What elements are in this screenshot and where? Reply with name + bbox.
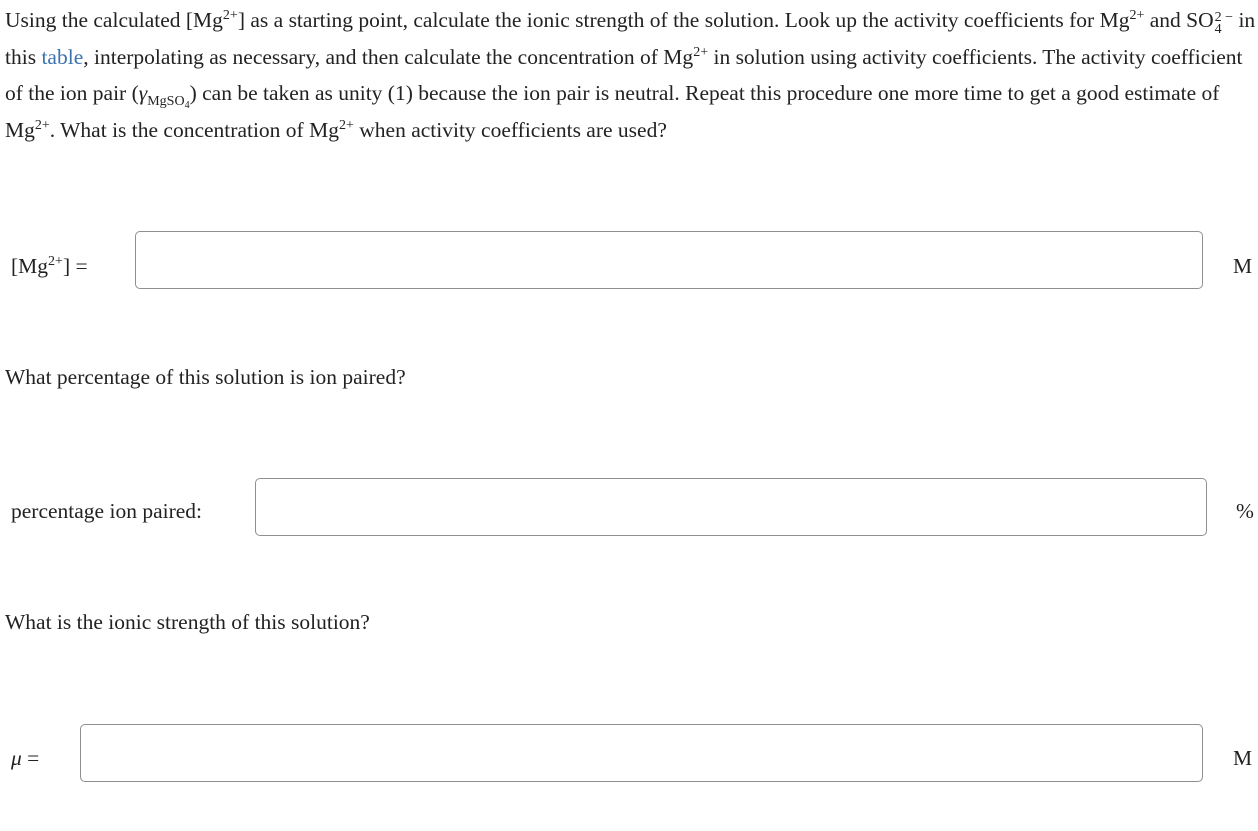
percentage-unit: % [1236, 499, 1254, 523]
mg-concentration-unit: M [1233, 254, 1253, 278]
percentage-question: What percentage of this solution is ion paired? [5, 365, 406, 389]
intro-text-3: and SO [1144, 8, 1214, 32]
mg-label-equals: ] = [62, 254, 88, 278]
sulfate-charge: 2 − [1214, 10, 1234, 25]
sulfate-subscript: 4 [1214, 22, 1222, 37]
intro-text-1: Using the calculated [Mg [5, 8, 223, 32]
intro-text-6: in solution using activity coefficients. The activity coefficient of the ion pair ( [5, 44, 1243, 105]
question-intro [5, 2, 1257, 148]
charge-superscript: 2+ [222, 8, 238, 23]
intro-text-2: ] as a starting point, calculate the ionic strength of the solution. Look up the activity coefficients for [237, 8, 1100, 32]
percentage-input[interactable] [255, 478, 1207, 536]
intro-text-5: , interpolating as necessary, and then calculate the concentration of Mg [83, 44, 694, 69]
ionic-strength-unit: M [1233, 746, 1253, 770]
intro-text-4: in this [5, 8, 1256, 69]
ionic-strength-label [11, 743, 39, 773]
mg-concentration-input[interactable] [135, 231, 1203, 289]
activity-table-link[interactable]: table [41, 44, 84, 69]
gamma-symbol: γ [138, 81, 148, 105]
mg-concentration-label [11, 251, 88, 281]
sulfate-subsup [1215, 12, 1233, 36]
charge-superscript: 2+ [693, 44, 709, 60]
charge-superscript: 2+ [1129, 8, 1145, 23]
mg-concentration-row [0, 231, 1258, 289]
intro-text-9: when activity coefficients are used? [353, 117, 667, 142]
gamma-subscript [147, 94, 189, 109]
mg-symbol: Mg [1099, 8, 1130, 32]
ionic-strength-input[interactable] [80, 724, 1203, 782]
charge-superscript: 2+ [338, 117, 354, 133]
mg-label-text: [Mg [11, 254, 49, 278]
ionic-strength-question: What is the ionic strength of this solution? [5, 610, 370, 634]
percentage-row [0, 478, 1258, 536]
charge-superscript: 2+ [34, 117, 50, 133]
ionic-strength-row [0, 724, 1258, 782]
charge-superscript: 2+ [48, 254, 63, 269]
intro-text-7: ) can be taken as unity (1) because the ion pair is neutral. Repeat this procedure one more time to get a good estimate of Mg [5, 81, 1220, 142]
mu-equals: = [21, 746, 40, 770]
percentage-label: percentage ion paired: [11, 499, 203, 523]
gamma-subscript-4: 4 [184, 100, 190, 111]
intro-text-8: . What is the concentration of Mg [49, 117, 339, 142]
gamma-subscript-text: MgSO [147, 94, 185, 109]
mu-symbol: μ [11, 746, 22, 770]
